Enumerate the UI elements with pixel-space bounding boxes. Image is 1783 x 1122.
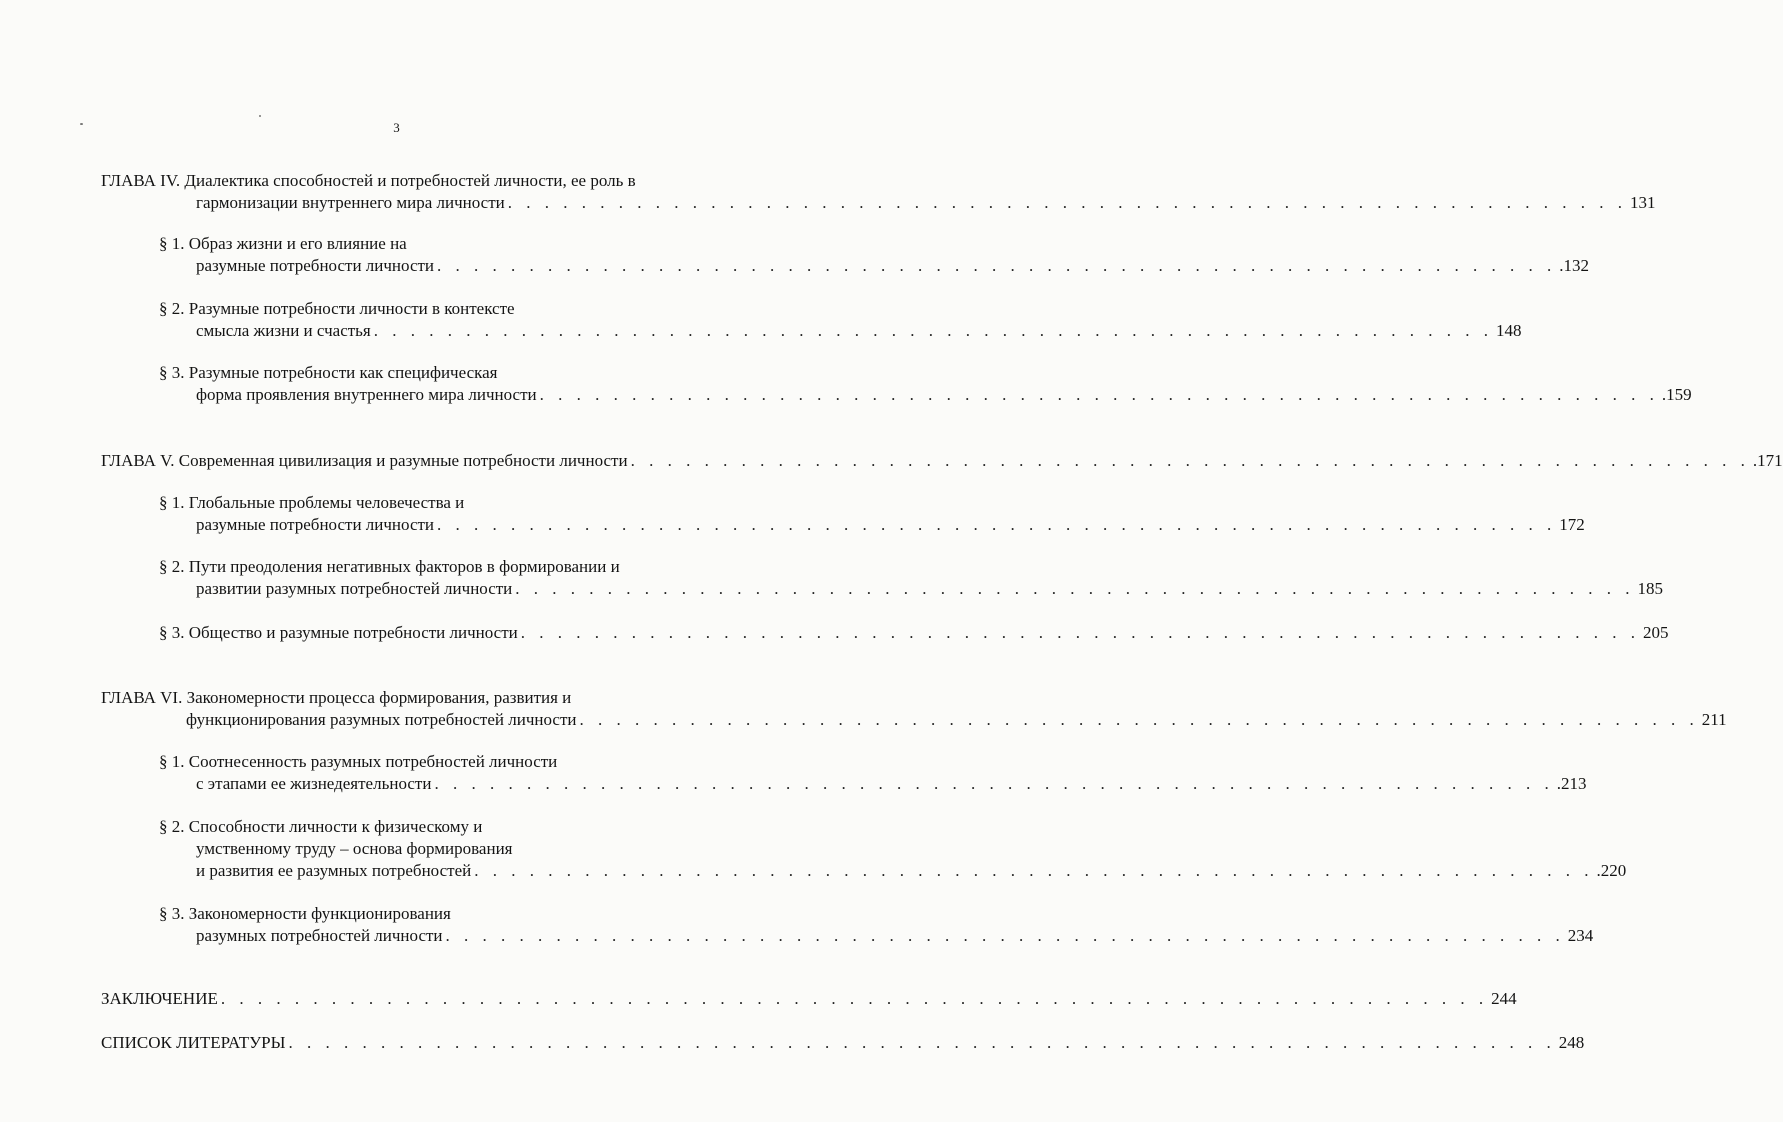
toc-leader-line [196, 192, 1656, 214]
toc-title-line: умственному труду – основа формирования [196, 839, 513, 858]
toc-page-number: 205 [1643, 623, 1669, 642]
toc-page-number: .220 [1596, 861, 1627, 880]
toc-page-number: .171 [1752, 451, 1783, 470]
toc-title-line: с этапами ее жизнедеятельности [196, 774, 432, 793]
toc-title-line: § 2. Разумные потребности личности в контексте [159, 299, 515, 318]
toc-leader-line [186, 709, 1727, 731]
toc-title-line: ГЛАВА VI. Закономерности процесса формирования, развития и [101, 688, 572, 707]
toc-page-number: 185 [1637, 579, 1664, 598]
toc-page-number: 131 [1630, 193, 1656, 212]
toc-title-line: СПИСОК ЛИТЕРАТУРЫ [101, 1033, 286, 1052]
toc-title-line: § 3. Закономерности функционирования [159, 904, 451, 923]
toc-leader-line [196, 384, 1692, 406]
toc-title-line: § 3. Разумные потребности как специфическая [159, 363, 498, 382]
toc-leader-line [196, 514, 1585, 536]
toc-page-number: 248 [1558, 1033, 1585, 1052]
toc-title-line: § 1. Глобальные проблемы человечества и [159, 493, 465, 512]
toc-title-line: смысла жизни и счастья [196, 321, 371, 340]
toc-page-number: .132 [1559, 256, 1590, 275]
toc-leader-line [196, 320, 1522, 342]
toc-page-number: 148 [1496, 321, 1522, 340]
toc-title-line: ГЛАВА V. Современная цивилизация и разумные потребности личности [101, 451, 628, 470]
toc-page-number: .159 [1661, 385, 1692, 404]
toc-page-number: 234 [1567, 926, 1594, 945]
toc-title-line: разумные потребности личности [196, 515, 435, 534]
toc-leader-line [196, 773, 1587, 795]
dot-leader: . . . . . . . . . . . . . . . . . . . . . . . . . . . . . . . . . . . . . . . . . . . . . . . . . . . . . . . . . . . . . [474, 861, 1594, 880]
toc-title-line: § 3. Общество и разумные потребности личности [159, 623, 518, 642]
page-number: 3 [393, 120, 400, 135]
toc-title-line: форма проявления внутреннего мира личности [196, 385, 537, 404]
toc-title-line: разумных потребностей личности [196, 926, 443, 945]
toc-title-line: § 2. Пути преодоления негативных факторов в формировании и [159, 557, 620, 576]
toc-leader-line [196, 578, 1664, 600]
dot-leader: . . . . . . . . . . . . . . . . . . . . . . . . . . . . . . . . . . . . . . . . . . . . . . . . . . . . . . . . . . . . . [630, 451, 1750, 470]
toc-page-number: 172 [1559, 515, 1585, 534]
dot-leader: . . . . . . . . . . . . . . . . . . . . . . . . . . . . . . . . . . . . . . . . . . . . . . . . . . . . . . . . . . . . . [520, 623, 1640, 642]
dot-leader: . . . . . . . . . . . . . . . . . . . . . . . . . . . . . . . . . . . . . . . . . . . . . . . . . . . . . . . . . . . . . [434, 774, 1554, 793]
toc-title-line: § 1. Соотнесенность разумных потребностей личности [159, 752, 558, 771]
dot-leader: . . . . . . . . . . . . . . . . . . . . . . . . . . . . . . . . . . . . . . . . . . . . . . . . . . . . . . . . . . . . . [515, 579, 1635, 598]
toc-leader-line [101, 1032, 1585, 1054]
toc-title-line: гармонизации внутреннего мира личности [196, 193, 505, 212]
toc-title-line: функционирования разумных потребностей личности [186, 710, 577, 729]
toc-title-line: § 2. Способности личности к физическому и [159, 817, 483, 836]
dot-leader: . . . . . . . . . . . . . . . . . . . . . . . . . . . . . . . . . . . . . . . . . . . . . . . . . . . . . . . . . . . . . . . . . . . . . [288, 1033, 1556, 1052]
dot-leader: . . . . . . . . . . . . . . . . . . . . . . . . . . . . . . . . . . . . . . . . . . . . . . . . . . . . . . . . . . . . . [539, 385, 1659, 404]
toc-leader-line [101, 988, 1517, 1010]
toc-page-number: 211 [1701, 710, 1727, 729]
toc-title-line: § 1. Образ жизни и его влияние на [159, 234, 407, 253]
dot-leader: . . . . . . . . . . . . . . . . . . . . . . . . . . . . . . . . . . . . . . . . . . . . . . . . . . . . . . . . . . . . . [445, 926, 1565, 945]
toc-leader-line [196, 925, 1594, 947]
toc-leader-line [196, 860, 1627, 882]
toc-leader-line [196, 255, 1590, 277]
dot-leader: . . . . . . . . . . . . . . . . . . . . . . . . . . . . . . . . . . . . . . . . . . . . . . . . . . . . . . . . . . . . . [373, 321, 1493, 340]
toc-title-line: ГЛАВА IV. Диалектика способностей и потребностей личности, ее роль в [101, 171, 636, 190]
toc-title-line: ЗАКЛЮЧЕНИЕ [101, 989, 218, 1008]
dot-leader: . . . . . . . . . . . . . . . . . . . . . . . . . . . . . . . . . . . . . . . . . . . . . . . . . . . . . . . . . . . . . [579, 710, 1699, 729]
toc-page-number: .213 [1556, 774, 1587, 793]
toc-leader-line [159, 622, 1669, 644]
toc-title-line: разумные потребности личности [196, 256, 435, 275]
dot-leader: . . . . . . . . . . . . . . . . . . . . . . . . . . . . . . . . . . . . . . . . . . . . . . . . . . . . . . . . . . . . . [507, 193, 1627, 212]
dot-leader: . . . . . . . . . . . . . . . . . . . . . . . . . . . . . . . . . . . . . . . . . . . . . . . . . . . . . . . . . . . . . [437, 515, 1557, 534]
toc-leader-line [101, 450, 1783, 472]
dot-leader: . . . . . . . . . . . . . . . . . . . . . . . . . . . . . . . . . . . . . . . . . . . . . . . . . . . . . . . . . . . . . [437, 256, 1557, 275]
scan-speck [259, 115, 261, 117]
toc-title-line: развитии разумных потребностей личности [196, 579, 513, 598]
dot-leader: . . . . . . . . . . . . . . . . . . . . . . . . . . . . . . . . . . . . . . . . . . . . . . . . . . . . . . . . . . . . . . . . . . . . . [220, 989, 1489, 1008]
toc-page-number: 244 [1491, 989, 1517, 1008]
toc-title-line: и развития ее разумных потребностей [196, 861, 472, 880]
